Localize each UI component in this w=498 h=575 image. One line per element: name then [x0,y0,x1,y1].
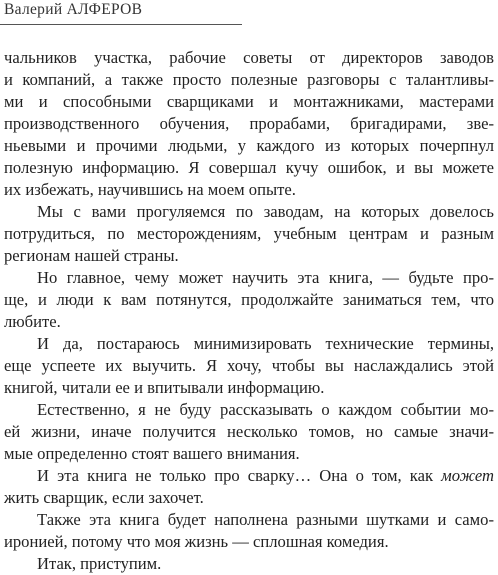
paragraph [4,201,494,267]
text-line: потрудиться, по месторождениям, учебным центрам и разным [4,224,494,243]
paragraph [4,333,494,399]
body-text [4,47,494,575]
text-line: полезную информацию. Я совершал кучу ошибок, и вы можете [4,158,494,177]
text-line [4,465,494,487]
text-line: И да, постараюсь минимизировать технические термины, [37,334,494,353]
author-name: Валерий АЛФЕРОВ [4,1,143,18]
text-line: ньевыми и прочими людьми, у каждого из которых почерпнул [4,136,494,155]
text-line: их избежать, научившись на моем опыте. [4,180,296,199]
text-line: производственного обучения, прорабами, бригадирами, зве- [4,114,494,133]
text-line: регионам нашей страны. [4,246,179,265]
text-line: любите. [4,312,61,331]
paragraph [4,47,494,201]
text-line: мые определенно стоят вашего внимания. [4,444,300,463]
text-line: Но главное, чему может научить эта книга, — будьте про- [37,268,494,287]
text-line: ще, и люди к вам потянутся, продолжайте заниматься тем, что [4,290,494,309]
text-line: Также эта книга будет наполнена разными шутками и само- [37,510,494,529]
text-line: чальников участка, рабочие советы от директоров заводов [4,48,494,67]
text-line: жить сварщик, если захочет. [4,488,204,507]
emphasis-word: может [441,466,494,485]
paragraph [4,509,494,553]
text-line: ми и способными сварщиками и монтажниками, мастерами [4,92,494,111]
text-line: Естественно, я не буду рассказывать о каждом событии мо- [37,400,494,419]
text-line: иронией, потому что моя жизнь — сплошная комедия. [4,532,389,551]
paragraph [4,553,494,575]
text-line: Мы с вами прогуляемся по заводам, на которых довелось [37,202,494,221]
paragraph [4,267,494,333]
text-line: Итак, приступим. [37,554,162,573]
text-line: и компаний, а также просто полезные разговоры с талантливы- [4,70,494,89]
paragraph [4,465,494,509]
running-header [0,0,242,25]
text-line: еще успеете их выучить. Я хочу, чтобы вы наслаждались этой [4,356,494,375]
text-line: ей жизни, иначе получится несколько томов, но самые значи- [4,422,494,441]
text-run: И эта книга не только про сварку… Она о том, как [37,466,442,485]
text-line: книгой, читали ее и впитывали информацию. [4,378,325,397]
paragraph [4,399,494,465]
